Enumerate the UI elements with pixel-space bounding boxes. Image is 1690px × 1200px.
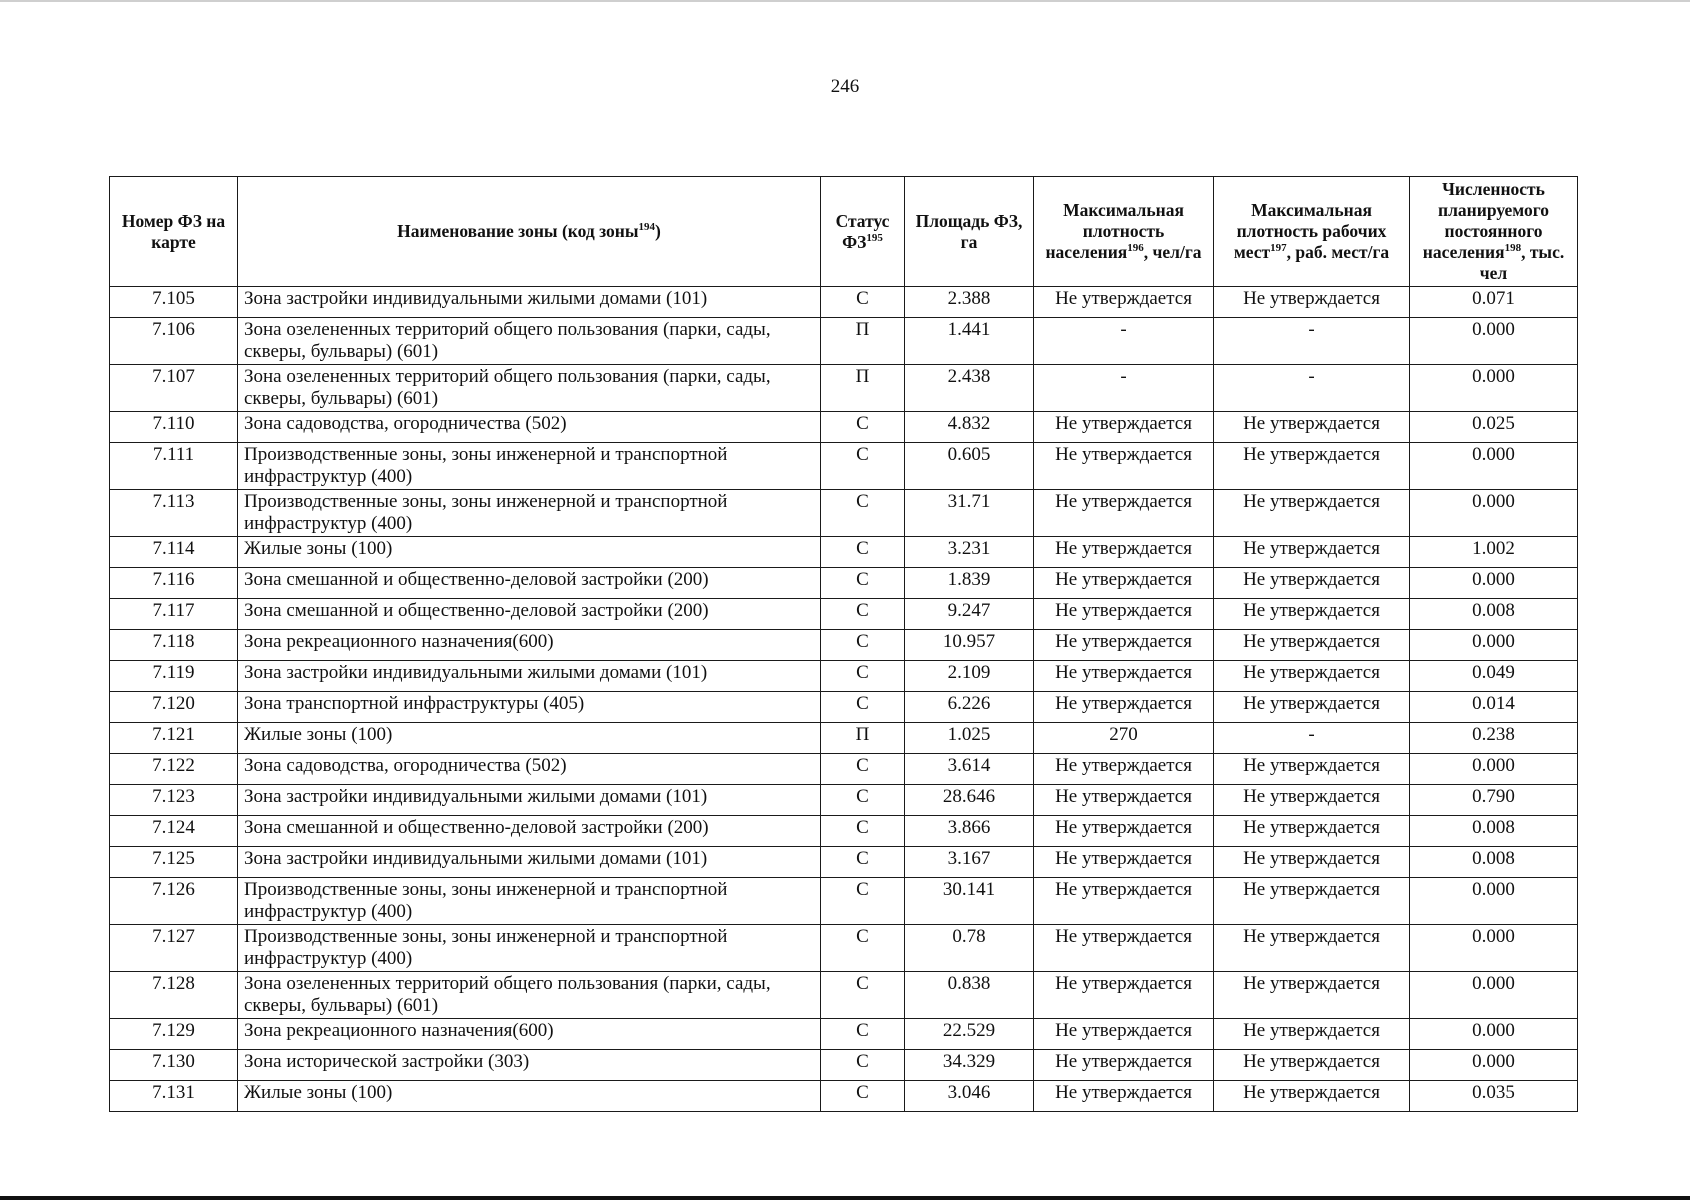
zone-name-cell: Зона смешанной и общественно-деловой застройки (200) xyxy=(238,816,821,847)
zone-jobs-cell: - xyxy=(1214,318,1410,365)
zone-population-cell: 0.008 xyxy=(1410,816,1578,847)
zone-number-cell: 7.121 xyxy=(110,723,238,754)
zone-name-cell: Зона озелененных территорий общего пользования (парки, сады, скверы, бульвары) (601) xyxy=(238,972,821,1019)
zone-jobs-cell: Не утверждается xyxy=(1214,1081,1410,1112)
zone-area-cell: 34.329 xyxy=(905,1050,1034,1081)
zone-density-cell: 270 xyxy=(1034,723,1214,754)
zone-status-cell: С xyxy=(821,599,905,630)
zone-status-cell: С xyxy=(821,1019,905,1050)
zone-name-cell: Зона смешанной и общественно-деловой застройки (200) xyxy=(238,599,821,630)
zone-jobs-cell: Не утверждается xyxy=(1214,661,1410,692)
zone-name-cell: Зона озелененных территорий общего пользования (парки, сады, скверы, бульвары) (601) xyxy=(238,318,821,365)
zone-jobs-cell: Не утверждается xyxy=(1214,847,1410,878)
zone-jobs-cell: Не утверждается xyxy=(1214,925,1410,972)
zone-number-cell: 7.110 xyxy=(110,412,238,443)
zone-name-cell: Производственные зоны, зоны инженерной и транспортной инфраструктур (400) xyxy=(238,878,821,925)
zone-name-cell: Зона застройки индивидуальными жилыми домами (101) xyxy=(238,661,821,692)
zone-number-cell: 7.107 xyxy=(110,365,238,412)
zone-area-cell: 3.614 xyxy=(905,754,1034,785)
zone-status-cell: С xyxy=(821,692,905,723)
zone-area-cell: 0.605 xyxy=(905,443,1034,490)
zone-area-cell: 2.109 xyxy=(905,661,1034,692)
zone-name-cell: Производственные зоны, зоны инженерной и транспортной инфраструктур (400) xyxy=(238,490,821,537)
zone-density-cell: Не утверждается xyxy=(1034,692,1214,723)
zone-density-cell: Не утверждается xyxy=(1034,1050,1214,1081)
zone-name-cell: Зона садоводства, огородничества (502) xyxy=(238,412,821,443)
zone-name-cell: Зона смешанной и общественно-деловой застройки (200) xyxy=(238,568,821,599)
table-row xyxy=(110,568,1578,599)
zone-area-cell: 2.388 xyxy=(905,287,1034,318)
table-row xyxy=(110,878,1578,925)
table-row xyxy=(110,490,1578,537)
zone-number-cell: 7.123 xyxy=(110,785,238,816)
zone-density-cell: Не утверждается xyxy=(1034,537,1214,568)
header-population: Численность планируемого постоянного населения$^{198}$, тыс. чел xyxy=(1410,177,1578,287)
zone-name-cell: Зона застройки индивидуальными жилыми домами (101) xyxy=(238,785,821,816)
zone-jobs-cell: Не утверждается xyxy=(1214,692,1410,723)
zone-number-cell: 7.105 xyxy=(110,287,238,318)
table-row xyxy=(110,785,1578,816)
zone-density-cell: Не утверждается xyxy=(1034,490,1214,537)
zone-area-cell: 1.839 xyxy=(905,568,1034,599)
header-name: Наименование зоны (код зоны$^{194}$) xyxy=(238,177,821,287)
table-header-row xyxy=(110,177,1578,287)
zone-jobs-cell: Не утверждается xyxy=(1214,443,1410,490)
zone-status-cell: С xyxy=(821,412,905,443)
zone-density-cell: Не утверждается xyxy=(1034,443,1214,490)
zone-name-cell: Жилые зоны (100) xyxy=(238,723,821,754)
table-row xyxy=(110,1081,1578,1112)
zone-area-cell: 2.438 xyxy=(905,365,1034,412)
header-density: Максимальная плотность населения$^{196}$, чел/га xyxy=(1034,177,1214,287)
page-number: 246 xyxy=(830,76,860,97)
scan-bottom-edge xyxy=(0,1196,1690,1200)
zone-area-cell: 22.529 xyxy=(905,1019,1034,1050)
zone-density-cell: Не утверждается xyxy=(1034,816,1214,847)
zone-name-cell: Жилые зоны (100) xyxy=(238,537,821,568)
zone-status-cell: С xyxy=(821,816,905,847)
zone-jobs-cell: Не утверждается xyxy=(1214,878,1410,925)
zone-population-cell: 0.000 xyxy=(1410,878,1578,925)
zone-population-cell: 0.008 xyxy=(1410,599,1578,630)
zone-area-cell: 30.141 xyxy=(905,878,1034,925)
zone-number-cell: 7.122 xyxy=(110,754,238,785)
table-row xyxy=(110,412,1578,443)
zone-number-cell: 7.114 xyxy=(110,537,238,568)
zone-number-cell: 7.111 xyxy=(110,443,238,490)
zone-number-cell: 7.129 xyxy=(110,1019,238,1050)
zone-area-cell: 0.78 xyxy=(905,925,1034,972)
table-row xyxy=(110,661,1578,692)
zone-population-cell: 0.238 xyxy=(1410,723,1578,754)
zone-status-cell: С xyxy=(821,1081,905,1112)
zone-name-cell: Производственные зоны, зоны инженерной и транспортной инфраструктур (400) xyxy=(238,443,821,490)
zone-name-cell: Зона рекреационного назначения(600) xyxy=(238,1019,821,1050)
table-row xyxy=(110,723,1578,754)
zone-number-cell: 7.124 xyxy=(110,816,238,847)
zone-number-cell: 7.127 xyxy=(110,925,238,972)
zone-population-cell: 0.000 xyxy=(1410,318,1578,365)
zone-population-cell: 0.000 xyxy=(1410,1050,1578,1081)
zone-status-cell: С xyxy=(821,568,905,599)
zone-status-cell: С xyxy=(821,490,905,537)
zone-status-cell: П xyxy=(821,318,905,365)
header-number: Номер ФЗ на карте xyxy=(110,177,238,287)
zone-density-cell: Не утверждается xyxy=(1034,568,1214,599)
zone-jobs-cell: Не утверждается xyxy=(1214,785,1410,816)
zone-status-cell: С xyxy=(821,443,905,490)
zone-density-cell: Не утверждается xyxy=(1034,925,1214,972)
table-row xyxy=(110,925,1578,972)
zone-number-cell: 7.118 xyxy=(110,630,238,661)
zone-name-cell: Зона застройки индивидуальными жилыми домами (101) xyxy=(238,847,821,878)
zone-jobs-cell: Не утверждается xyxy=(1214,754,1410,785)
table-row xyxy=(110,599,1578,630)
table-row xyxy=(110,692,1578,723)
zone-density-cell: Не утверждается xyxy=(1034,847,1214,878)
table-row xyxy=(110,1050,1578,1081)
zone-status-cell: С xyxy=(821,925,905,972)
zone-jobs-cell: Не утверждается xyxy=(1214,537,1410,568)
header-status: Статус ФЗ$^{195}$ xyxy=(821,177,905,287)
zone-status-cell: С xyxy=(821,537,905,568)
header-jobs: Максимальная плотность рабочих мест$^{197}$, раб. мест/га xyxy=(1214,177,1410,287)
zone-density-cell: Не утверждается xyxy=(1034,1019,1214,1050)
zone-status-cell: С xyxy=(821,785,905,816)
table-row xyxy=(110,816,1578,847)
zone-density-cell: Не утверждается xyxy=(1034,785,1214,816)
zone-population-cell: 0.014 xyxy=(1410,692,1578,723)
zone-area-cell: 3.167 xyxy=(905,847,1034,878)
zone-jobs-cell: - xyxy=(1214,723,1410,754)
zone-status-cell: С xyxy=(821,878,905,925)
zone-density-cell: Не утверждается xyxy=(1034,287,1214,318)
zone-population-cell: 0.000 xyxy=(1410,972,1578,1019)
zone-jobs-cell: Не утверждается xyxy=(1214,630,1410,661)
zone-density-cell: Не утверждается xyxy=(1034,972,1214,1019)
zone-status-cell: С xyxy=(821,661,905,692)
zone-number-cell: 7.116 xyxy=(110,568,238,599)
scan-top-edge xyxy=(0,0,1690,2)
table-row xyxy=(110,754,1578,785)
zone-number-cell: 7.120 xyxy=(110,692,238,723)
zone-number-cell: 7.113 xyxy=(110,490,238,537)
zone-status-cell: С xyxy=(821,847,905,878)
zone-name-cell: Зона рекреационного назначения(600) xyxy=(238,630,821,661)
zone-jobs-cell: - xyxy=(1214,365,1410,412)
zone-population-cell: 0.071 xyxy=(1410,287,1578,318)
zone-density-cell: Не утверждается xyxy=(1034,630,1214,661)
zone-status-cell: С xyxy=(821,1050,905,1081)
zone-area-cell: 9.247 xyxy=(905,599,1034,630)
zone-number-cell: 7.128 xyxy=(110,972,238,1019)
zone-number-cell: 7.117 xyxy=(110,599,238,630)
table-row xyxy=(110,847,1578,878)
zone-jobs-cell: Не утверждается xyxy=(1214,1019,1410,1050)
zone-area-cell: 10.957 xyxy=(905,630,1034,661)
zone-status-cell: С xyxy=(821,972,905,1019)
zone-population-cell: 1.002 xyxy=(1410,537,1578,568)
zone-jobs-cell: Не утверждается xyxy=(1214,972,1410,1019)
zone-number-cell: 7.119 xyxy=(110,661,238,692)
zone-population-cell: 0.008 xyxy=(1410,847,1578,878)
zone-name-cell: Жилые зоны (100) xyxy=(238,1081,821,1112)
table-row xyxy=(110,287,1578,318)
zone-name-cell: Зона транспортной инфраструктуры (405) xyxy=(238,692,821,723)
zone-population-cell: 0.025 xyxy=(1410,412,1578,443)
zone-population-cell: 0.000 xyxy=(1410,630,1578,661)
zone-status-cell: С xyxy=(821,287,905,318)
zone-jobs-cell: Не утверждается xyxy=(1214,599,1410,630)
zone-name-cell: Зона исторической застройки (303) xyxy=(238,1050,821,1081)
table-row xyxy=(110,1019,1578,1050)
zone-population-cell: 0.000 xyxy=(1410,754,1578,785)
zone-name-cell: Производственные зоны, зоны инженерной и транспортной инфраструктур (400) xyxy=(238,925,821,972)
zone-number-cell: 7.125 xyxy=(110,847,238,878)
table-row xyxy=(110,318,1578,365)
zone-name-cell: Зона застройки индивидуальными жилыми домами (101) xyxy=(238,287,821,318)
zone-area-cell: 1.441 xyxy=(905,318,1034,365)
zone-population-cell: 0.000 xyxy=(1410,490,1578,537)
zone-jobs-cell: Не утверждается xyxy=(1214,490,1410,537)
zone-density-cell: Не утверждается xyxy=(1034,412,1214,443)
table-row xyxy=(110,365,1578,412)
zone-status-cell: С xyxy=(821,754,905,785)
zone-population-cell: 0.000 xyxy=(1410,365,1578,412)
zone-area-cell: 1.025 xyxy=(905,723,1034,754)
zone-density-cell: - xyxy=(1034,318,1214,365)
zone-area-cell: 31.71 xyxy=(905,490,1034,537)
zone-population-cell: 0.049 xyxy=(1410,661,1578,692)
zone-population-cell: 0.000 xyxy=(1410,1019,1578,1050)
zone-area-cell: 6.226 xyxy=(905,692,1034,723)
zone-name-cell: Зона садоводства, огородничества (502) xyxy=(238,754,821,785)
zone-area-cell: 3.231 xyxy=(905,537,1034,568)
zone-number-cell: 7.130 xyxy=(110,1050,238,1081)
zone-population-cell: 0.000 xyxy=(1410,568,1578,599)
zone-jobs-cell: Не утверждается xyxy=(1214,816,1410,847)
zone-population-cell: 0.035 xyxy=(1410,1081,1578,1112)
zone-status-cell: С xyxy=(821,630,905,661)
zone-jobs-cell: Не утверждается xyxy=(1214,1050,1410,1081)
zone-area-cell: 4.832 xyxy=(905,412,1034,443)
zone-jobs-cell: Не утверждается xyxy=(1214,568,1410,599)
zone-population-cell: 0.000 xyxy=(1410,443,1578,490)
zone-density-cell: Не утверждается xyxy=(1034,599,1214,630)
zone-area-cell: 0.838 xyxy=(905,972,1034,1019)
zone-population-cell: 0.790 xyxy=(1410,785,1578,816)
table-row xyxy=(110,972,1578,1019)
header-area: Площадь ФЗ, га xyxy=(905,177,1034,287)
zone-name-cell: Зона озелененных территорий общего пользования (парки, сады, скверы, бульвары) (601) xyxy=(238,365,821,412)
zones-table xyxy=(109,176,1578,1112)
zone-density-cell: - xyxy=(1034,365,1214,412)
zone-number-cell: 7.126 xyxy=(110,878,238,925)
zone-jobs-cell: Не утверждается xyxy=(1214,287,1410,318)
zone-status-cell: П xyxy=(821,723,905,754)
table-row xyxy=(110,443,1578,490)
zone-density-cell: Не утверждается xyxy=(1034,754,1214,785)
zone-density-cell: Не утверждается xyxy=(1034,661,1214,692)
zone-status-cell: П xyxy=(821,365,905,412)
table-row xyxy=(110,537,1578,568)
zone-number-cell: 7.131 xyxy=(110,1081,238,1112)
zone-density-cell: Не утверждается xyxy=(1034,878,1214,925)
table-row xyxy=(110,630,1578,661)
zone-jobs-cell: Не утверждается xyxy=(1214,412,1410,443)
zone-number-cell: 7.106 xyxy=(110,318,238,365)
zone-density-cell: Не утверждается xyxy=(1034,1081,1214,1112)
zone-population-cell: 0.000 xyxy=(1410,925,1578,972)
zone-area-cell: 3.866 xyxy=(905,816,1034,847)
zone-area-cell: 3.046 xyxy=(905,1081,1034,1112)
zone-area-cell: 28.646 xyxy=(905,785,1034,816)
